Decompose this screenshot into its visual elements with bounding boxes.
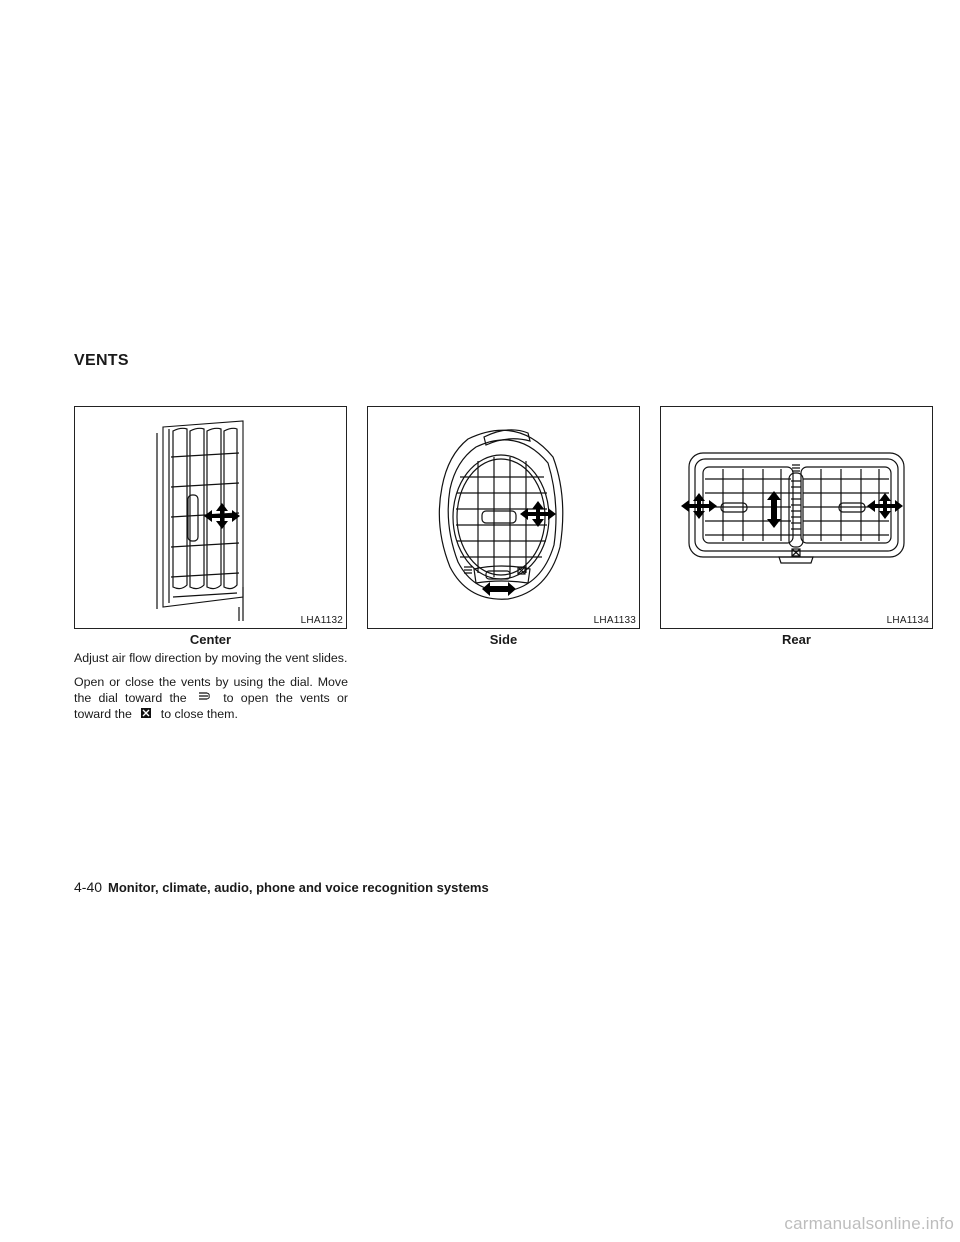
- rear-vent-illustration: [661, 407, 932, 628]
- figure-center: [74, 406, 347, 629]
- paragraph-dial: [74, 674, 348, 722]
- figure-caption-side: Side: [489, 632, 518, 647]
- watermark[interactable]: carmanualsonline.info: [784, 1214, 954, 1233]
- figure-side: [367, 406, 640, 629]
- section-title: VENTS: [74, 352, 129, 369]
- page-footer: [74, 879, 489, 895]
- dial-text-b: to open the vents or toward the: [74, 691, 348, 721]
- figure-caption-center: Center: [189, 632, 232, 647]
- paragraph-adjust: Adjust air flow direction by moving the vent slides.: [74, 651, 348, 665]
- dial-text-c: to close them.: [160, 707, 238, 721]
- page-number: 4-40: [74, 879, 103, 895]
- figure-code: LHA1134: [886, 615, 929, 626]
- chapter-title: Monitor, climate, audio, phone and voice recognition systems: [108, 880, 489, 895]
- figure-code: LHA1133: [593, 615, 636, 626]
- dial-text-a: Open or close the vents by using the dial. Move the dial toward the: [74, 675, 348, 705]
- figure-rear: [660, 406, 933, 629]
- side-vent-illustration: [368, 407, 639, 628]
- figure-code: LHA1132: [300, 615, 343, 626]
- center-vent-illustration: [75, 407, 346, 628]
- vent-open-icon: [198, 691, 212, 703]
- vent-close-icon: [139, 707, 153, 719]
- body-text: [74, 650, 348, 730]
- figure-caption-rear: Rear: [782, 632, 811, 647]
